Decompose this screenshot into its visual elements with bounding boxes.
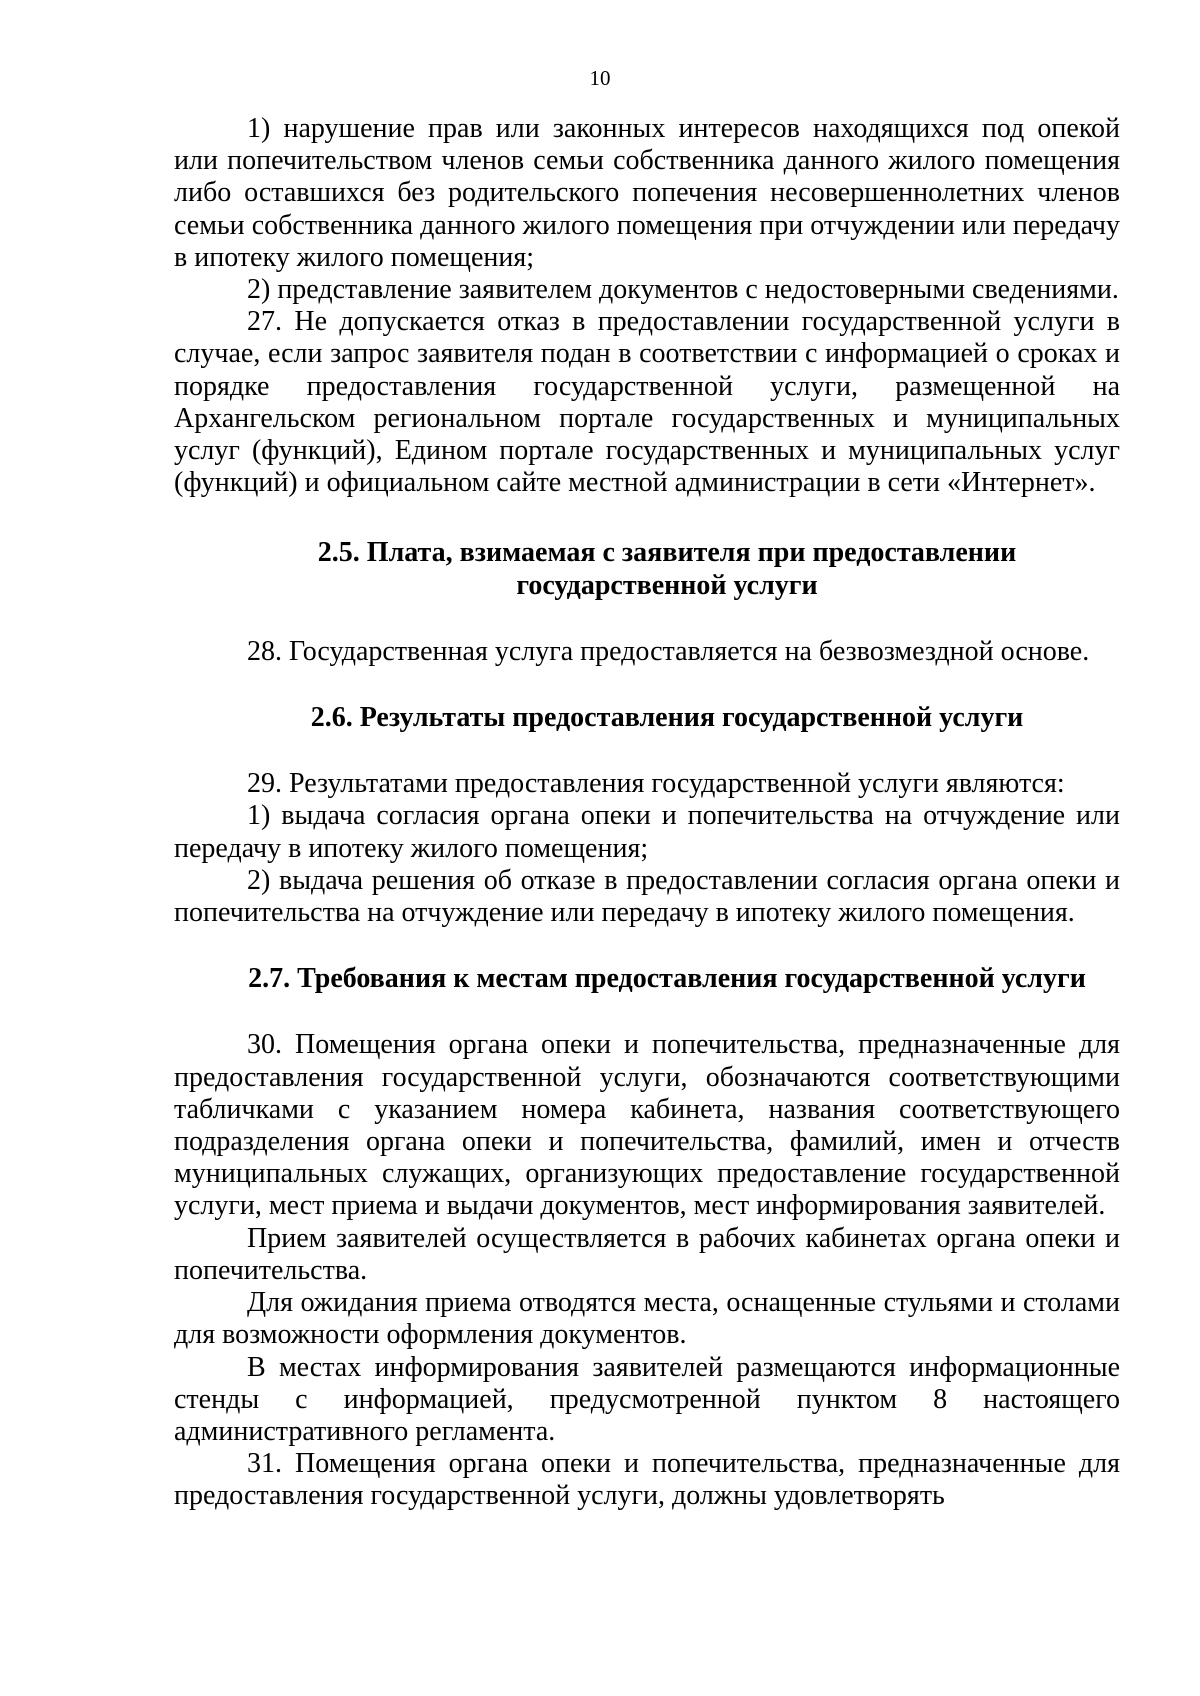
paragraph: 2) представление заявителем документов с недостоверными сведениями. [247,274,1119,306]
paragraph: Для ожидания приема отводятся места, оснащенные стульями и столами для возможности оформления документов. [174,1287,1120,1351]
paragraph: Прием заявителей осуществляется в рабочих кабинетах органа опеки и попечительства. [174,1222,1120,1286]
paragraph: В местах информирования заявителей размещаются информационные стенды с информацией, предусмотренной пунктом 8 настоящего административного регламента. [174,1351,1120,1447]
paragraph: 27. Не допускается отказ в предоставлении государственной услуги в случае, если запрос заявителя подан в соответствии с информацией о сроках и порядке предоставления государственной услуги, размещенной на Архангельском региональном портале государственных и муниципальных услуг (функций), Едином портале государственных и муниципальных услуг (функций) и официальном сайте местной администрации в сети «Интернет». [174,306,1120,499]
paragraph: 1) выдача согласия органа опеки и попечительства на отчуждение или передачу в ипотеку жилого помещения; [174,800,1120,864]
section-heading-2-6: 2.6. Результаты предоставления государственной услуги [310,702,1024,734]
document-body [174,113,1120,1513]
section-heading-2-5 [174,537,1120,601]
paragraph: 31. Помещения органа опеки и попечительства, предназначенные для предоставления государственной услуги, должны удовлетворять [174,1448,1120,1512]
section-heading-line: 2.5. Плата, взимаемая с заявителя при предоставлении [317,537,1017,569]
section-heading-2-7: 2.7. Требования к местам предоставления государственной услуги [248,963,1086,995]
paragraph: 1) нарушение прав или законных интересов находящихся под опекой или попечительством членов семьи собственника данного жилого помещения либо оставшихся без родительского попечения несовершеннолетних членов семьи собственника данного жилого помещения при отчуждении или передачу в ипотеку жилого помещения; [174,113,1120,273]
paragraph: 2) выдача решения об отказе в предоставлении согласия органа опеки и попечительства на отчуждение или передачу в ипотеку жилого помещения. [174,864,1120,929]
paragraph: 30. Помещения органа опеки и попечительства, предназначенные для предоставления государственной услуги, обозначаются соответствующими табличками с указанием номера кабинета, названия соответствующего подразделения органа опеки и попечительства, фамилий, имен и отчеств муниципальных служащих, организующих предоставление государственной услуги, мест приема и выдачи документов, мест информирования заявителей. [174,1029,1120,1222]
paragraph: 29. Результатами предоставления государственной услуги являются: [247,768,1065,800]
page-number: 10 [589,66,611,90]
paragraph: 28. Государственная услуга предоставляется на безвозмездной основе. [247,635,1090,667]
section-heading-line: государственной услуги [516,569,818,601]
